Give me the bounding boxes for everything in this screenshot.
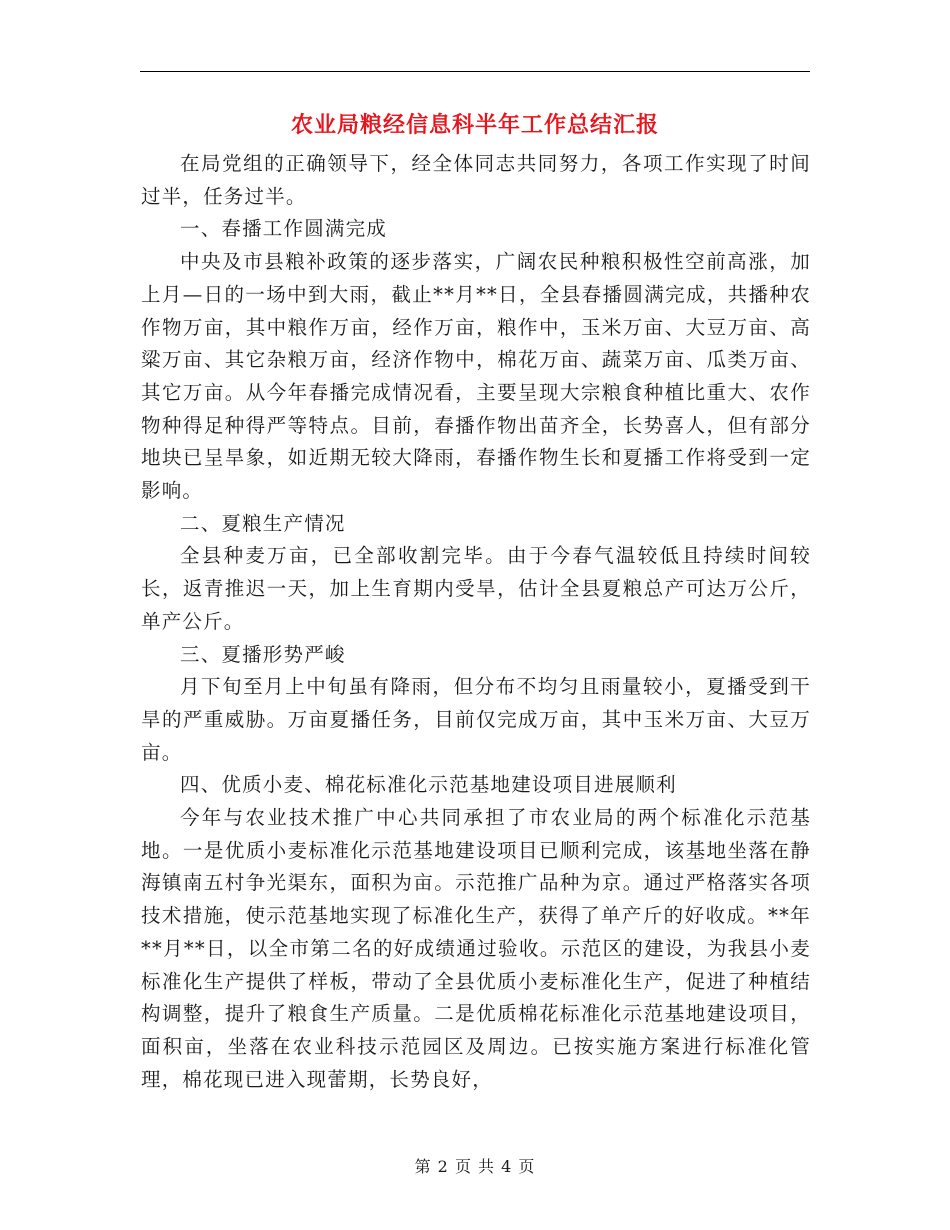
- paragraph-summer-grain: 全县种麦万亩，已全部收割完毕。由于今春气温较低且持续时间较长，返青推迟一天，加上生育期内受旱，估计全县夏粮总产可达万公斤，单产公斤。: [141, 544, 811, 633]
- section-heading-2: 二、夏粮生产情况: [180, 511, 346, 535]
- section-heading-4: 四、优质小麦、棉花标准化示范基地建设项目进展顺利: [180, 773, 677, 797]
- paragraph-spring-sowing: 中央及市县粮补政策的逐步落实，广阔农民种粮积极性空前高涨，加上月—日的一场中到大雨，截止**月**日，全县春播圆满完成，共播种农作物万亩，其中粮作万亩，经作万亩，粮作中，玉米万亩、大豆万亩、高粱万亩、其它杂粮万亩，经济作物中，棉花万亩、蔬菜万亩、瓜类万亩、其它万亩。从今年春播完成情况看，主要呈现大宗粮食种植比重大、农作物种得足种得严等特点。目前，春播作物出苗齐全，长势喜人，但有部分地块已呈旱象，如近期无较大降雨，春播作物生长和夏播工作将受到一定影响。: [141, 250, 811, 503]
- paragraph-intro: 在局党组的正确领导下，经全体同志共同努力，各项工作实现了时间过半，任务过半。: [141, 152, 811, 208]
- paragraph-demo-base: 今年与农业技术推广中心共同承担了市农业局的两个标准化示范基地。一是优质小麦标准化示范基地建设项目已顺利完成，该基地坐落在静海镇南五村争光渠东，面积为亩。示范推广品种为京。通过严格落实各项技术措施，使示范基地实现了标准化生产，获得了单产斤的好收成。**年**月**日，以全市第二名的好成绩通过验收。示范区的建设，为我县小麦标准化生产提供了样板，带动了全县优质小麦标准化生产，促进了种植结构调整，提升了粮食生产质量。二是优质棉花标准化示范基地建设项目，面积亩，坐落在农业科技示范园区及周边。已按实施方案进行标准化管理，棉花现已进入现蕾期，长势良好，: [141, 806, 811, 1091]
- paragraph-summer-sowing: 月下旬至月上中旬虽有降雨，但分布不均匀且雨量较小，夏播受到干旱的严重威胁。万亩夏播任务，目前仅完成万亩，其中玉米万亩、大豆万亩。: [141, 675, 811, 764]
- section-heading-3: 三、夏播形势严峻: [180, 642, 346, 666]
- document-title: 农业局粮经信息科半年工作总结汇报: [290, 113, 659, 138]
- document-body: [141, 148, 811, 1096]
- section-heading-1: 一、春播工作圆满完成: [180, 217, 388, 241]
- header-rule: [140, 71, 810, 72]
- page-footer: 第 2 页 共 4 页: [414, 1157, 536, 1176]
